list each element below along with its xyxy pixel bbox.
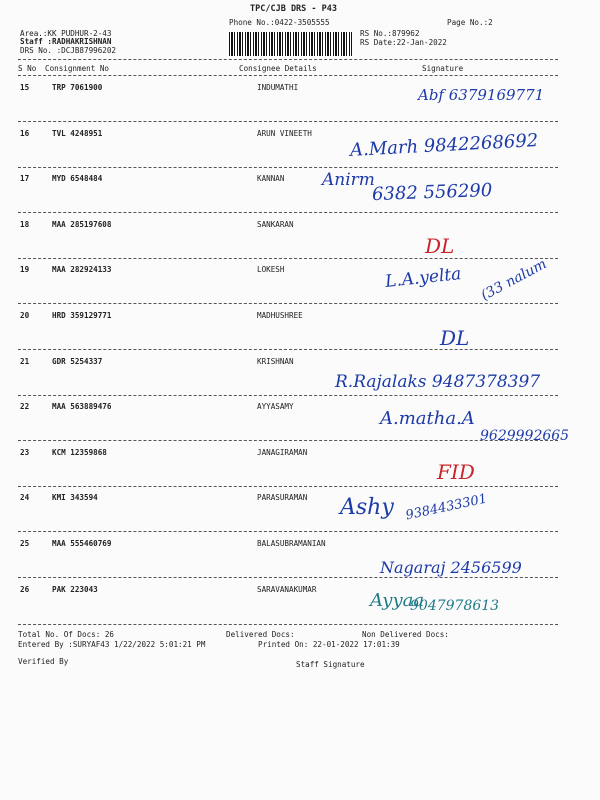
row-divider: [18, 349, 558, 350]
row-sno: 23: [20, 448, 30, 457]
row-divider: [18, 577, 558, 578]
row-consignee: KRISHNAN: [257, 357, 294, 366]
row-sno: 18: [20, 220, 30, 229]
row-consignment-no: MYD 6548484: [52, 174, 103, 183]
entered-by: Entered By :SURYAF43 1/22/2022 5:01:21 PM: [18, 640, 206, 649]
handwriting-15: Abf 6379169771: [418, 86, 545, 104]
handwriting-23: FID: [437, 460, 475, 484]
drs-number: DRS No. :DCJB87996202: [20, 46, 117, 55]
handwriting-19b: (33 nalum: [478, 256, 550, 304]
non-delivered-docs: Non Delivered Docs:: [362, 630, 449, 639]
row-sno: 24: [20, 493, 30, 502]
handwriting-22a: A.matha.A: [380, 408, 475, 429]
row-divider: [18, 258, 558, 259]
row-sno: 15: [20, 83, 30, 92]
row-consignment-no: TRP 7061900: [52, 83, 103, 92]
row-sno: 25: [20, 539, 30, 548]
row-consignee: PARASURAMAN: [257, 493, 308, 502]
row-divider: [18, 395, 558, 396]
verified-by: Verified By: [18, 657, 69, 666]
row-sno: 19: [20, 265, 30, 274]
handwriting-26b: 9047978613: [410, 598, 500, 614]
handwriting-16: A.Marh 9842268692: [349, 130, 539, 161]
row-consignee: MADHUSHREE: [257, 311, 303, 320]
row-consignment-no: MAA 555460769: [52, 539, 112, 548]
header-divider-bottom: [18, 75, 558, 76]
row-consignee: ARUN VINEETH: [257, 129, 312, 138]
handwriting-22b: 9629992665: [480, 428, 570, 444]
row-sno: 20: [20, 311, 30, 320]
col-consignment: Consignment No: [45, 64, 110, 73]
page-number: Page No.:2: [447, 18, 493, 27]
printed-on: Printed On: 22-01-2022 17:01:39: [258, 640, 400, 649]
handwriting-21: R.Rajalaks 9487378397: [335, 372, 541, 392]
handwriting-18: DL: [425, 234, 455, 258]
row-divider: [18, 486, 558, 487]
rs-date: RS Date:22-Jan-2022: [360, 38, 447, 47]
row-sno: 17: [20, 174, 30, 183]
row-consignee: KANNAN: [257, 174, 285, 183]
row-divider: [18, 531, 558, 532]
row-consignment-no: GDR 5254337: [52, 357, 103, 366]
row-consignment-no: KMI 343594: [52, 493, 98, 502]
handwriting-26a: Ayyaa: [370, 590, 425, 611]
row-sno: 26: [20, 585, 30, 594]
handwriting-19a: L.A.yelta: [384, 264, 463, 292]
row-consignee: BALASUBRAMANIAN: [257, 539, 326, 548]
row-consignee: LOKESH: [257, 265, 285, 274]
row-divider: [18, 167, 558, 168]
row-consignment-no: KCM 12359868: [52, 448, 107, 457]
handwriting-24a: Ashy: [340, 495, 394, 520]
row-consignment-no: HRD 359129771: [52, 311, 112, 320]
area-label: Area.:KK PUDHUR-2-43: [20, 29, 112, 38]
staff-signature: Staff Signature: [296, 660, 365, 669]
handwriting-17a: Anirm: [322, 170, 375, 190]
handwriting-20: DL: [440, 326, 470, 350]
total-docs: Total No. Of Docs: 26: [18, 630, 115, 639]
row-consignment-no: MAA 282924133: [52, 265, 112, 274]
phone-number: Phone No.:0422-3505555: [229, 18, 330, 27]
row-consignment-no: PAK 223043: [52, 585, 98, 594]
row-divider: [18, 303, 558, 304]
row-consignee: INDUMATHI: [257, 83, 299, 92]
col-signature: Signature: [422, 64, 464, 73]
col-consignee: Consignee Details: [239, 64, 317, 73]
barcode: [229, 32, 352, 56]
row-divider: [18, 121, 558, 122]
handwriting-17b: 6382 556290: [371, 179, 493, 206]
row-sno: 16: [20, 129, 30, 138]
delivered-docs: Delivered Docs:: [226, 630, 295, 639]
rs-number: RS No.:879962: [360, 29, 420, 38]
row-consignee: SARAVANAKUMAR: [257, 585, 317, 594]
document-title: TPC/CJB DRS - P43: [250, 4, 337, 14]
row-divider: [18, 440, 558, 441]
row-consignment-no: TVL 4248951: [52, 129, 103, 138]
handwriting-24b: 9384433301: [404, 491, 489, 524]
staff-label: Staff :RADHAKRISHNAN: [20, 37, 112, 46]
row-consignment-no: MAA 285197608: [52, 220, 112, 229]
row-sno: 21: [20, 357, 30, 366]
row-consignee: JANAGIRAMAN: [257, 448, 308, 457]
row-divider: [18, 212, 558, 213]
handwriting-25: Nagaraj 2456599: [380, 558, 522, 577]
row-consignee: AYYASAMY: [257, 402, 294, 411]
row-consignee: SANKARAN: [257, 220, 294, 229]
row-consignment-no: MAA 563889476: [52, 402, 112, 411]
footer-divider: [18, 624, 558, 625]
header-divider-top: [18, 59, 558, 60]
row-sno: 22: [20, 402, 30, 411]
col-sno: S No: [18, 64, 37, 73]
